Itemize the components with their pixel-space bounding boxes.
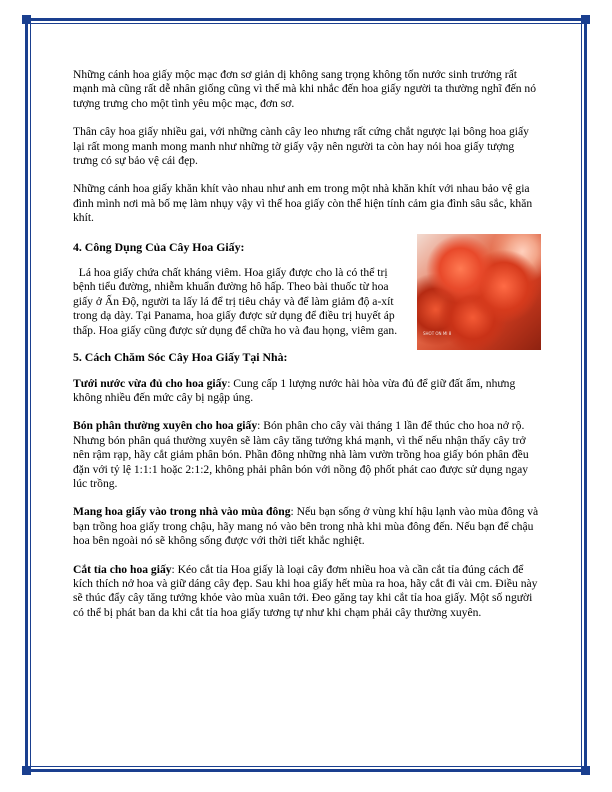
border-corner-bottom-right (581, 766, 590, 775)
border-corner-bottom-left (22, 766, 31, 775)
care-item-text: : Nếu bạn sống ở vùng khí hậu lạnh vào mùa đông và bạn trồng hoa giấy trong chậu, hãy mang nó vào bên trong nhà khi mùa đông đến. Nếu bạn để chậu hoa bên ngoài nó sẽ không sống được với thời tiết khắc nghiệt. (73, 505, 539, 548)
border-corner-top-right (581, 15, 590, 24)
border-corner-top-left (22, 15, 31, 24)
care-item-title: Tưới nước vừa đủ cho hoa giấy (73, 376, 228, 390)
care-item-text: : Bón phân cho cây vài tháng 1 lần để thúc cho hoa nở rộ. Nhưng bón phân quá thường xuyên sẽ làm cây tăng tưởng khá mạnh, vì thế nếu nhận thấy cây trở nên rậm rạp, hãy cắt giảm phân bón. Phần đông những nhà làm vườn trồng hoa giấy bón phân đều đặn với tỷ lệ 1:1:1 hoặc 2:1:2, không phải phân bón với nồng độ phốt phát cao được sử dụng ngay lúc trồng. (73, 419, 529, 490)
section-4 (73, 240, 541, 338)
intro-paragraph-3: Những cánh hoa giấy khăn khít vào nhau như anh em trong một nhà khăn khít với nhau bảo vệ gia đình mình nơi mà bố mẹ làm nhụy vậy vì thế hoa giấy còn thể hiện tính cảm gia đình sâu sắc, khăn khít. (73, 182, 533, 225)
care-item-title: Bón phân thường xuyên cho hoa giấy (73, 419, 258, 433)
intro-paragraph-2: Thân cây hoa giấy nhiều gai, với những cành cây leo nhưng rất cứng chắt ngược lại bông hoa giấy lại rất mong manh mong manh như những tờ giấy vậy nên người ta còn hay nói hoa giấy tượng trưng có sự bảo vệ cái đẹp. (73, 125, 529, 168)
document-content (73, 68, 541, 634)
section-4-body: Lá hoa giấy chứa chất kháng viêm. Hoa giấy được cho là có thể trị bệnh tiểu đường, nhiễm khuẩn đường hô hấp. Theo bài thuốc từ hoa giấy ở Ấn Độ, người ta lấy lá để trị tiêu chảy và để làm giảm độ a-xít trong dạ dày. Tại Panama, hoa giấy được sử dụng để điều trị huyết áp thấp. Hoa giấy cũng được sử dụng để chữa ho và đau họng, viêm gan. (73, 266, 398, 337)
care-item-fertilizing (73, 419, 541, 491)
section-5-heading: 5. Cách Chăm Sóc Cây Hoa Giấy Tại Nhà: (73, 350, 288, 365)
intro-paragraph-1: Những cánh hoa giấy mộc mạc đơn sơ giản dị không sang trọng không tốn nước sinh trưởng rất mạnh mà cũng rất dễ nhân giống cũng vì thế mà khi nhắc đến hoa giấy người ta thường nghĩ đến nó tượng trưng cho một tình yêu mộc mạc, đơn sơ. (73, 68, 537, 110)
care-item-pruning (73, 563, 541, 621)
care-item-title: Mang hoa giấy vào trong nhà vào mùa đông (73, 505, 291, 519)
section-4-heading: 4. Công Dụng Của Cây Hoa Giấy: (73, 239, 245, 254)
care-item-text: : Kéo cắt tỉa Hoa giấy là loại cây đơm nhiều hoa và cần cắt tỉa đúng cách để kích thích nở hoa và giữ dáng cây đẹp. Sau khi hoa giấy hết mùa ra hoa, hãy cắt đi vài cm. Điều này sẽ thúc đẩy cây tăng tưởng khỏe vào mùa xuân tới. Đeo găng tay khi cắt tỉa hoa giấy. Một số người có thể bị phát ban da khi cắt tỉa hoa giấy tương tự như khi chạm phải cây thường xuyên. (73, 562, 538, 619)
bougainvillea-photo (417, 234, 541, 350)
care-item-watering (73, 377, 541, 406)
care-item-text: : Cung cấp 1 lượng nước hài hòa vừa đủ để giữ đất ẩm, nhưng không nhiều đến mức cây bị ngập úng. (73, 376, 516, 404)
photo-watermark: SHOT ON MI 8 (423, 331, 452, 337)
care-item-title: Cắt tỉa cho hoa giấy (73, 562, 172, 576)
care-item-winter (73, 505, 541, 548)
